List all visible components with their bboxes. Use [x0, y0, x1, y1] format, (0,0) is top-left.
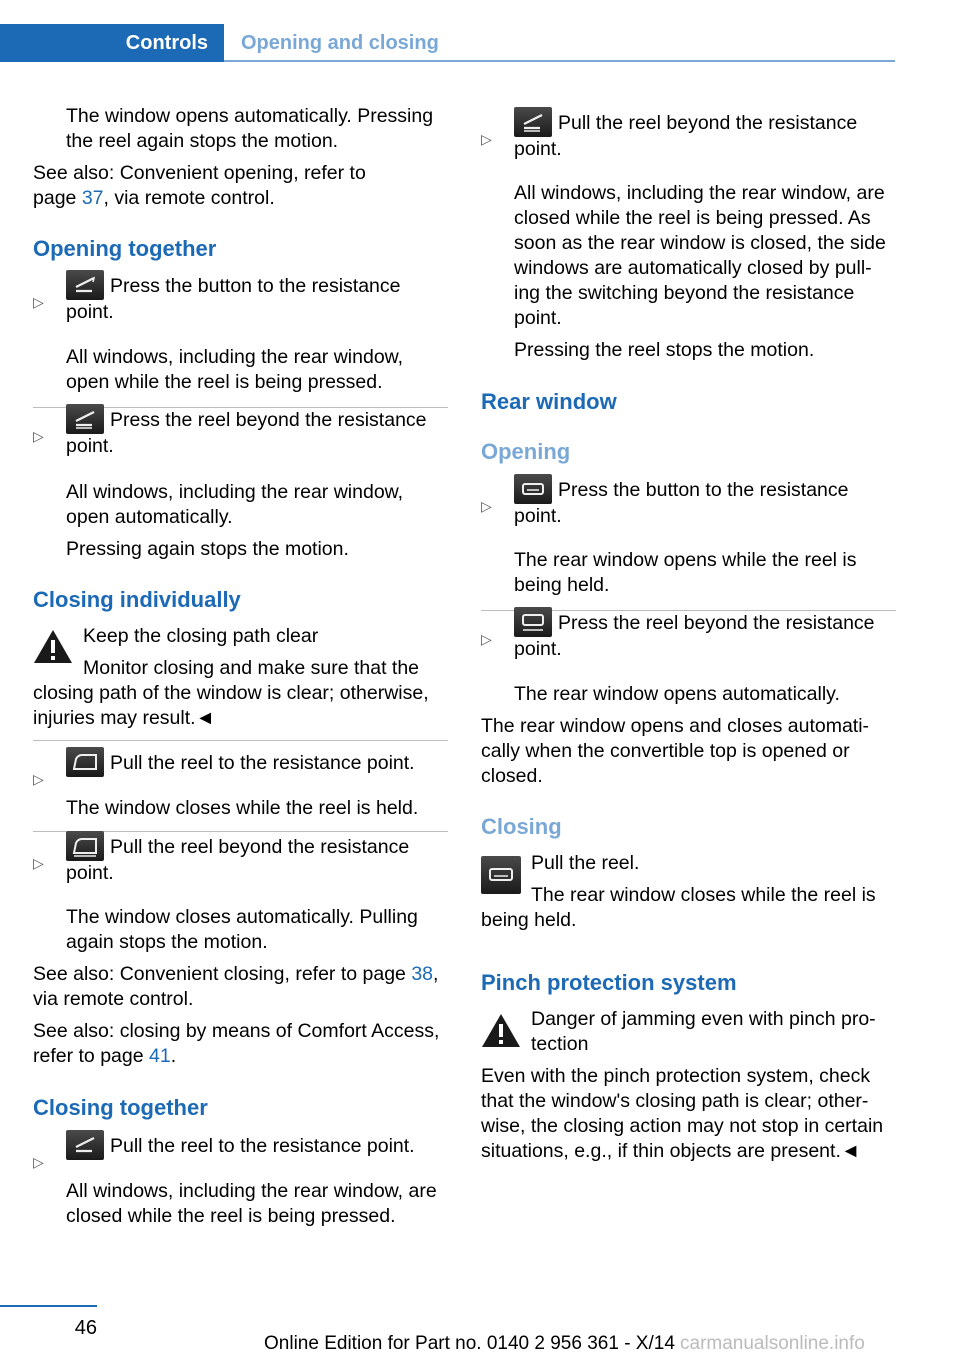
warning-title: Keep the closing path clear — [83, 625, 319, 647]
list-item-opening-together-2-body: All windows, including the rear window, open automatically. — [66, 481, 404, 528]
list-item-opening-together-1-body: All windows, including the rear window, open while the reel is being pressed. — [66, 346, 404, 393]
list-bullet: ▷ — [33, 1154, 44, 1170]
paragraph-see-also-closing: See also: Convenient closing, refer to page 38, via remote control. — [33, 963, 439, 1010]
window-open-switch-icon — [66, 270, 104, 300]
list-bullet: ▷ — [33, 855, 44, 871]
page-header — [0, 24, 895, 62]
rear-window-switch-icon — [514, 607, 552, 637]
paragraph-see-also-comfort-access: See also: closing by means of Comfort Access, refer to page 41. — [33, 1020, 440, 1067]
list-item-opening-together-2: Press the reel beyond the resistance point. — [33, 404, 448, 459]
header-rule — [224, 60, 895, 62]
window-open-switch-icon — [66, 404, 104, 434]
heading-opening-together: Opening together — [33, 236, 217, 261]
pinch-body: Even with the pinch protection system, check that the window's closing path is clear; other‐wise, the closing action may not stop in certain situations, e.g., if thin objects are present.◄ — [481, 1065, 884, 1162]
list-item-opening-together-1: Press the button to the resistance point. — [33, 270, 448, 325]
window-close-switch-icon — [66, 747, 104, 777]
paragraph-see-also-opening: See also: Convenient opening, refer to page 37, via remote control. — [33, 162, 366, 209]
list-item-closing-individually-1-body: The window closes while the reel is held. — [66, 797, 419, 819]
list-item-closing-individually-2: Pull the reel beyond the resistance point. — [33, 831, 448, 886]
list-item-closing-together-2-body: All windows, including the rear window, are closed while the reel is being pressed. As soon as the rear window is closed, the side windows are automatically closed by pull‐ing the switching beyond the resistance point. — [514, 182, 886, 329]
pinch-warning-title: Danger of jamming even with pinch pro‐tection — [531, 1008, 876, 1055]
edition-text: Online Edition for Part no. 0140 2 956 361 - X/14 — [264, 1333, 675, 1354]
list-bullet: ▷ — [33, 771, 44, 787]
paragraph-rear-window-automatic: The rear window opens and closes automati‐cally when the convertible top is opened or closed. — [481, 715, 870, 787]
window-open-switch-icon — [514, 107, 552, 137]
heading-opening: Opening — [481, 439, 571, 464]
window-open-switch-icon — [66, 1130, 104, 1160]
list-item-rear-opening-2: Press the reel beyond the resistance point. — [481, 607, 896, 662]
list-bullet: ▷ — [481, 631, 492, 647]
page-link-41[interactable]: 41 — [149, 1045, 171, 1067]
section-tab[interactable]: Opening and closing — [241, 32, 439, 54]
list-item-closing-together-2-body2: Pressing the reel stops the motion. — [514, 339, 815, 361]
list-item-closing-individually-1: Pull the reel to the resistance point. — [33, 747, 448, 777]
page-link-38[interactable]: 38 — [411, 963, 434, 985]
warning-triangle-icon — [481, 1012, 521, 1048]
heading-closing-together: Closing together — [33, 1095, 208, 1120]
paragraph-opens-automatically: The window opens automatically. Pressing the reel again stops the motion. — [66, 105, 434, 152]
page-number: 46 — [74, 1317, 97, 1339]
list-item-closing-together-1: Pull the reel to the resistance point. — [33, 1130, 448, 1160]
item-separator — [33, 740, 448, 741]
list-item-closing-individually-2-body: The window closes automatically. Pulling again stops the motion. — [66, 906, 418, 953]
page-link-37[interactable]: 37 — [81, 187, 104, 209]
chapter-tab[interactable]: Controls — [0, 24, 224, 62]
heading-closing-individually: Closing individually — [33, 587, 241, 612]
heading-pinch-protection: Pinch protection system — [481, 970, 737, 995]
list-item-rear-opening-1-body: The rear window opens while the reel is being held. — [514, 549, 857, 596]
list-bullet: ▷ — [481, 131, 492, 147]
heading-closing: Closing — [481, 814, 562, 839]
list-bullet: ▷ — [33, 294, 44, 310]
closing-body: The rear window closes while the reel is being held. — [481, 884, 876, 931]
list-bullet: ▷ — [481, 498, 492, 514]
warning-body: Monitor closing and make sure that the closing path of the window is clear; otherwise, injuries may result.◄ — [33, 657, 429, 729]
closing-title: Pull the reel. — [531, 852, 640, 874]
list-item-rear-opening-1: Press the button to the resistance point. — [481, 474, 896, 529]
list-item-closing-together-1-body: All windows, including the rear window, are closed while the reel is being pressed. — [66, 1180, 437, 1227]
rear-window-switch-icon — [514, 474, 552, 504]
list-bullet: ▷ — [33, 428, 44, 444]
window-close-switch-icon — [66, 831, 104, 861]
list-item-closing-together-2: Pull the reel beyond the resistance point. — [481, 107, 896, 162]
heading-rear-window: Rear window — [481, 389, 617, 414]
watermark: carmanualsonline.info — [680, 1333, 865, 1354]
list-item-rear-opening-2-body: The rear window opens automatically. — [514, 683, 840, 705]
footer-rule — [0, 1305, 97, 1307]
list-item-opening-together-2-body2: Pressing again stops the motion. — [66, 538, 349, 560]
